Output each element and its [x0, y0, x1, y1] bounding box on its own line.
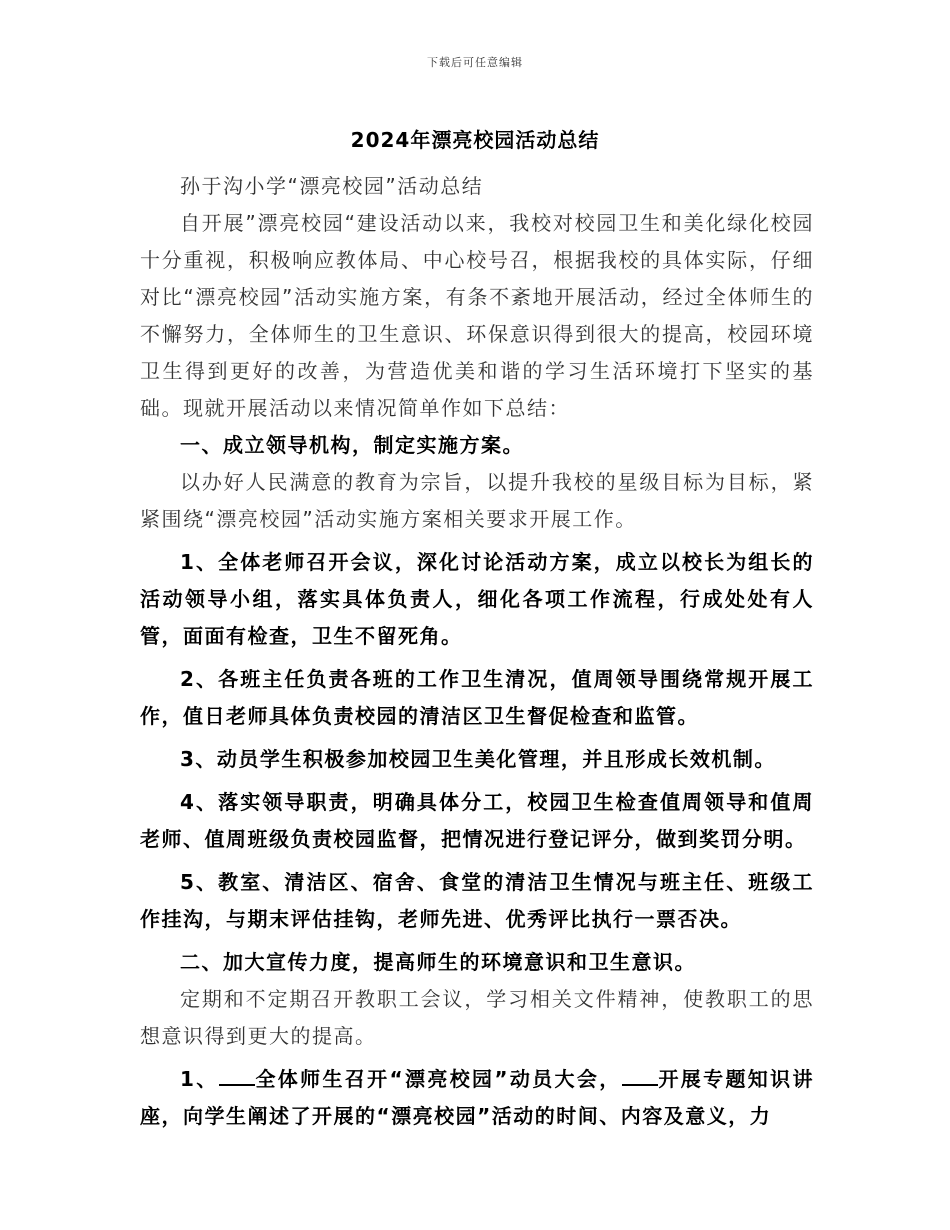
section-1-item: 2、各班主任负责各班的工作卫生清况，值周领导围绕常规开展工作，值日老师具体负责校园的清洁区卫生督促检查和监管。 — [140, 667, 814, 728]
section-2-item — [140, 1061, 814, 1135]
intro-paragraph: 自开展”漂亮校园“建设活动以来，我校对校园卫生和美化绿化校园十分重视，积极响应教体局、中心校号召，根据我校的具体实际，仔细对比“漂亮校园”活动实施方案，有条不紊地开展活动，经过全体师生的不懈努力，全体师生的卫生意识、环保意识得到很大的提高，校园环境卫生得到更好的改善，为营造优美和谐的学习生活环境打下坚实的基础。现就开展活动以来情况简单作如下总结： — [140, 211, 814, 420]
section-2-item-middle: 全体师生召开“漂亮校园”动员大会， — [254, 1067, 622, 1091]
header-note: 下载后可任意编辑 — [427, 56, 523, 69]
document-subtitle: 孙于沟小学“漂亮校园”活动总结 — [180, 174, 484, 198]
fill-in-blank — [622, 1066, 658, 1086]
section-2-intro: 定期和不定期召开教职工会议，学习相关文件精神，使教职工的思想意识得到更大的提高。 — [140, 987, 814, 1048]
section-1-item: 1、全体老师召开会议，深化讨论活动方案，成立以校长为组长的活动领导小组，落实具体负责人，细化各项工作流程，行成处处有人管，面面有检查，卫生不留死角。 — [140, 550, 814, 648]
document-body — [140, 168, 814, 1135]
document-title: 2024年漂亮校园活动总结 — [350, 128, 600, 152]
section-1-item: 5、教室、清洁区、宿舍、食堂的清洁卫生情况与班主任、班级工作挂沟，与期末评估挂钩，老师先进、优秀评比执行一票否决。 — [140, 870, 814, 931]
section-2-item-prefix: 1、 — [180, 1067, 219, 1091]
section-1-item: 3、动员学生积极参加校园卫生美化管理，并且形成长效机制。 — [180, 747, 776, 771]
section-1-item: 4、落实领导职责，明确具体分工，校园卫生检查值周领导和值周老师、值周班级负责校园监督，把情况进行登记评分，做到奖罚分明。 — [140, 790, 814, 851]
fill-in-blank — [219, 1066, 255, 1086]
section-1-heading: 一、成立领导机构，制定实施方案。 — [180, 433, 524, 457]
section-1-intro: 以办好人民满意的教育为宗旨，以提升我校的星级目标为目标，紧紧围绕“漂亮校园”活动实施方案相关要求开展工作。 — [140, 470, 814, 531]
section-2-heading: 二、加大宣传力度，提高师生的环境意识和卫生意识。 — [180, 950, 696, 974]
section-2-item-suffix: 开展专题知识讲座，向学生阐述了开展的“漂亮校园”活动的时间、内容及意义，力 — [140, 1067, 814, 1128]
